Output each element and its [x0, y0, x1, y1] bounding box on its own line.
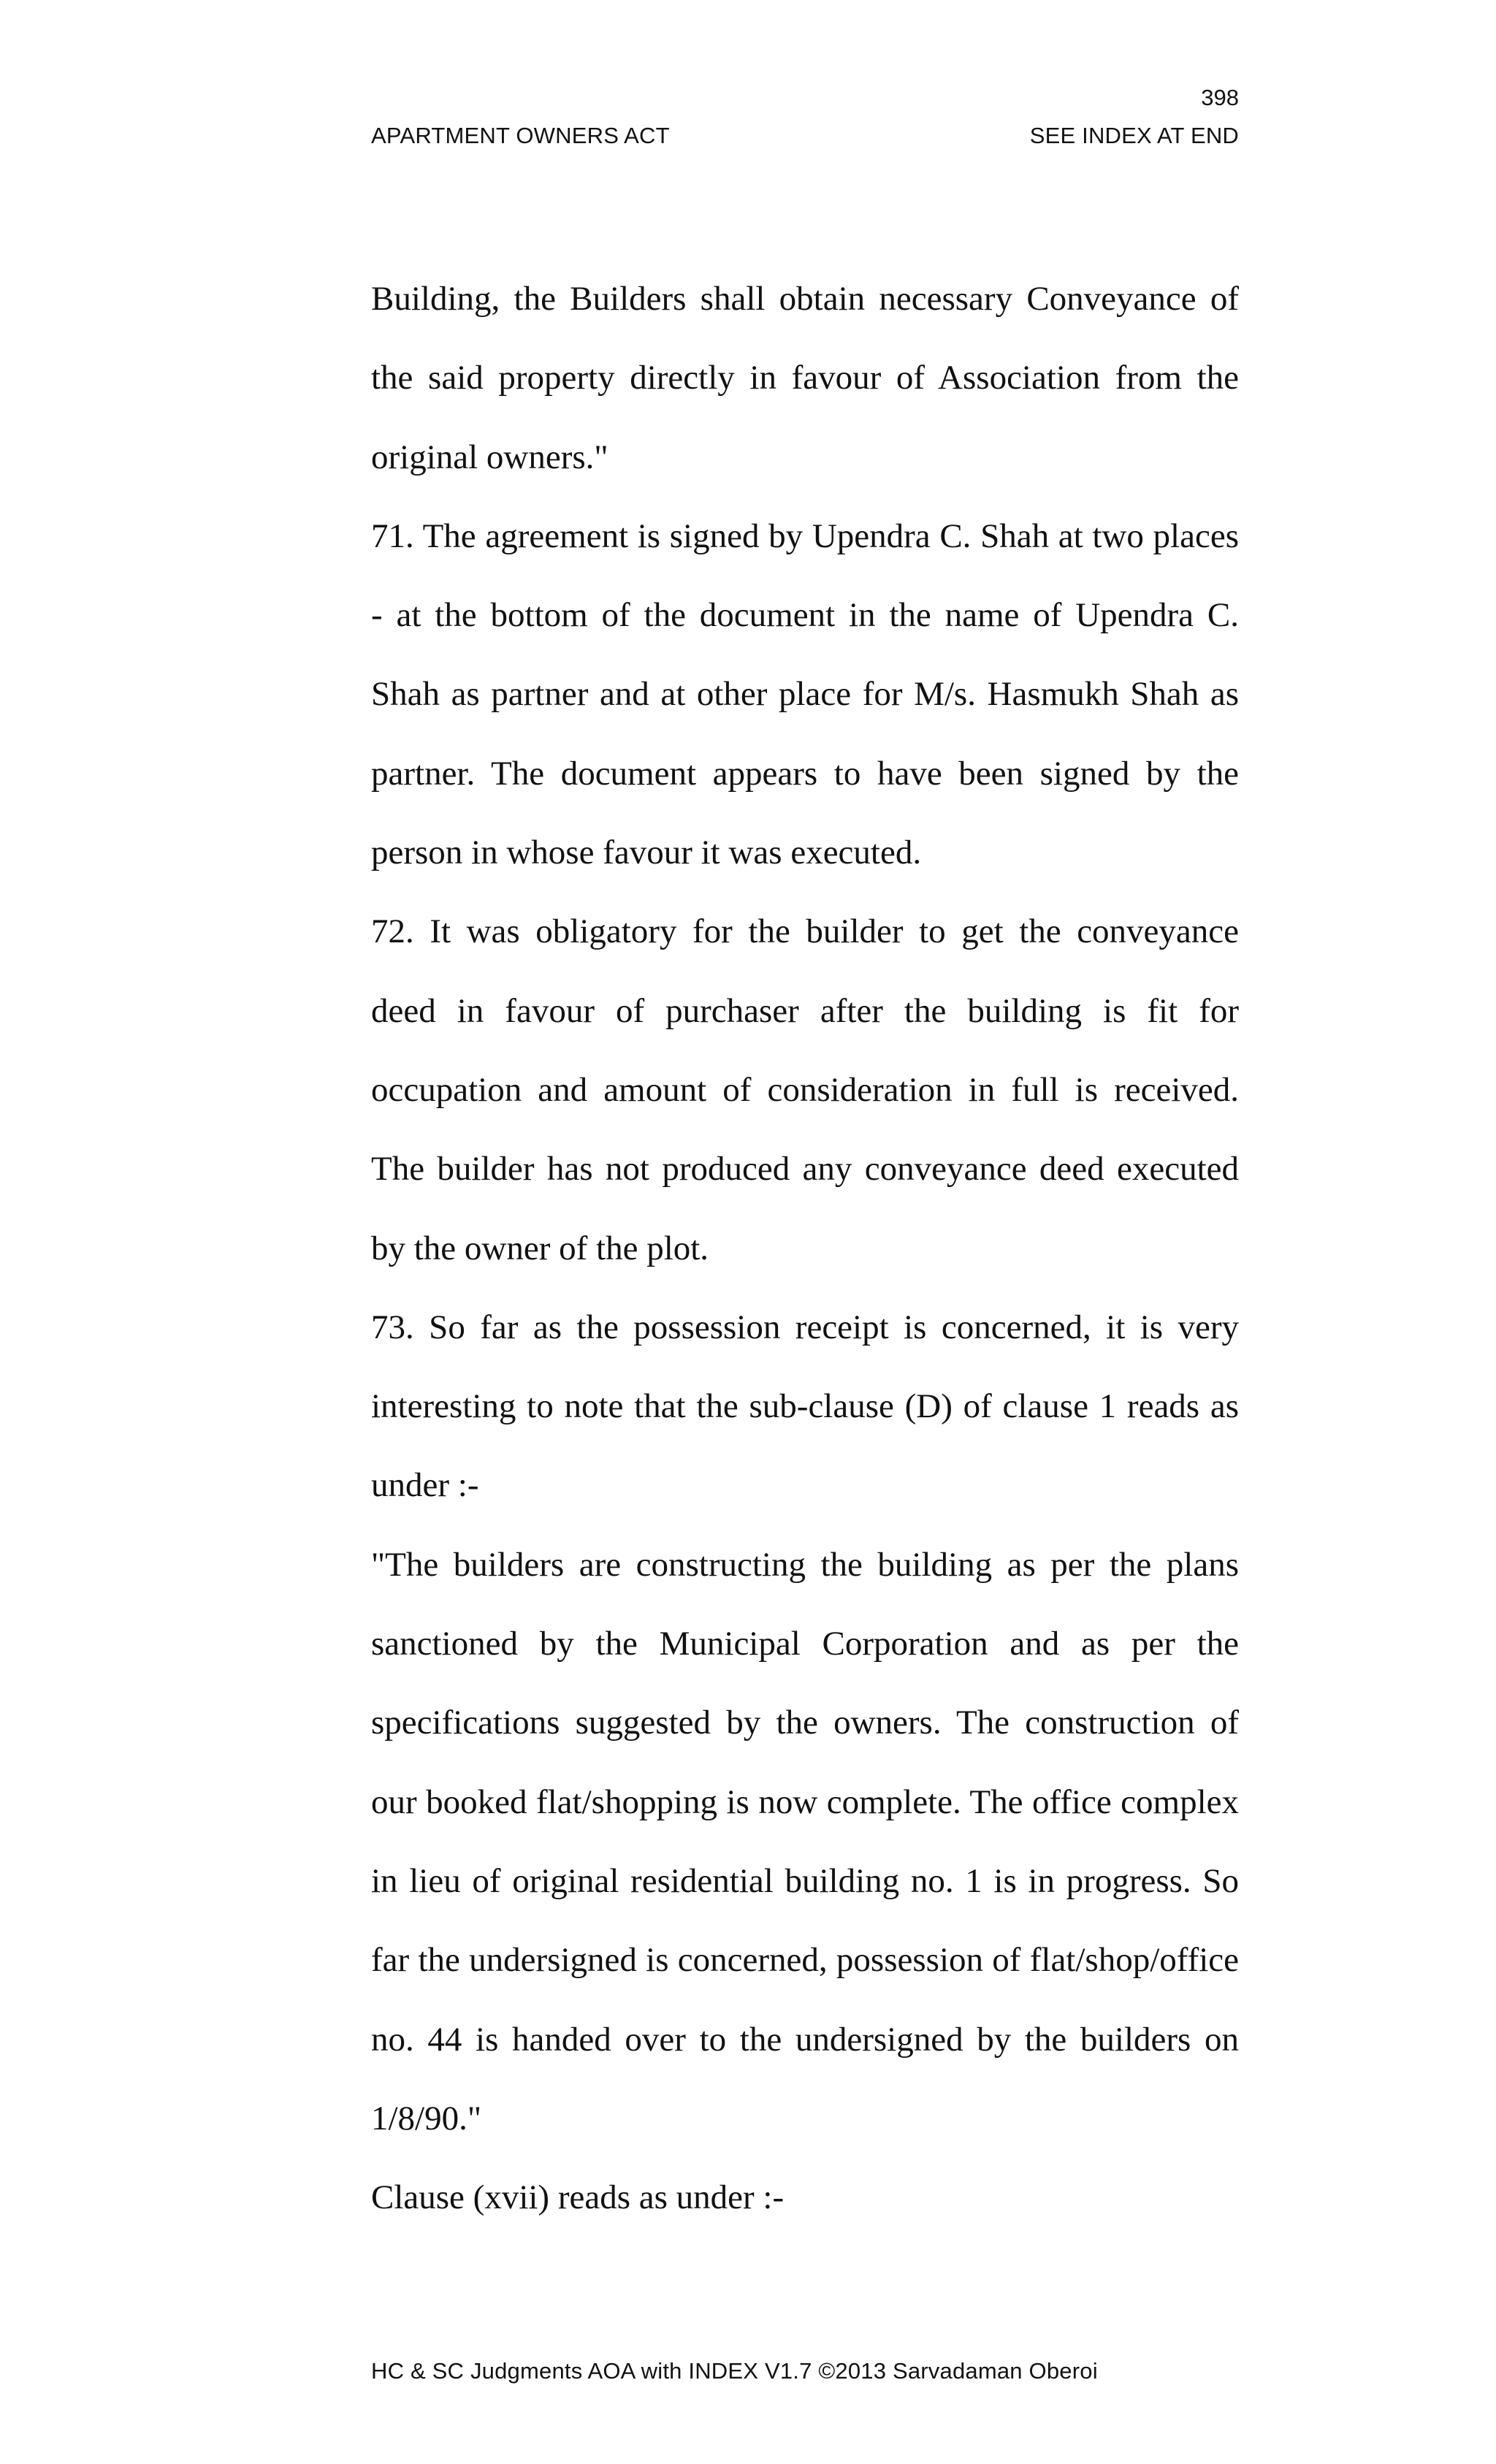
paragraph-clause-xvii: Clause (xvii) reads as under :- [371, 2178, 785, 2217]
document-body [371, 259, 1239, 2237]
page-footer: HC & SC Judgments AOA with INDEX V1.7 ©2013 Sarvadaman Oberoi [371, 2358, 1098, 2384]
paragraph-72: 72. It was obligatory for the builder to get the conveyance deed in favour of purchaser after the building is fit for occupation and amount of consideration in full is received. The builder has not produced any conveyance deed executed by the owner of the plot. [371, 912, 1239, 1267]
running-head-index-note: SEE INDEX AT END [1029, 123, 1239, 148]
page-number: 398 [1201, 85, 1239, 110]
running-head-title: APARTMENT OWNERS ACT [371, 123, 670, 148]
paragraph-conveyance-continuation: Building, the Builders shall obtain necessary Conveyance of the said property directly in favour of Association from the original owners." [371, 280, 1239, 476]
paragraph-73: 73. So far as the possession receipt is concerned, it is very interesting to note that the sub-clause (D) of clause 1 reads as under :- [371, 1308, 1239, 1505]
paragraph-71: 71. The agreement is signed by Upendra C. Shah at two places - at the bottom of the document in the name of Upendra C. Shah as partner and at other place for M/s. Hasmukh Shah as partner. The document appears to have been signed by the person in whose favour it was executed. [371, 516, 1239, 872]
quoted-possession-receipt: "The builders are constructing the building as per the plans sanctioned by the Municipal Corporation and as per the specifications suggested by the owners. The construction of our booked flat/shopping is now complete. The office complex in lieu of original residential building no. 1 is in progress. So far the undersigned is concerned, possession of flat/shop/office no. 44 is handed over to the undersigned by the builders on 1/8/90." [371, 1545, 1239, 2137]
